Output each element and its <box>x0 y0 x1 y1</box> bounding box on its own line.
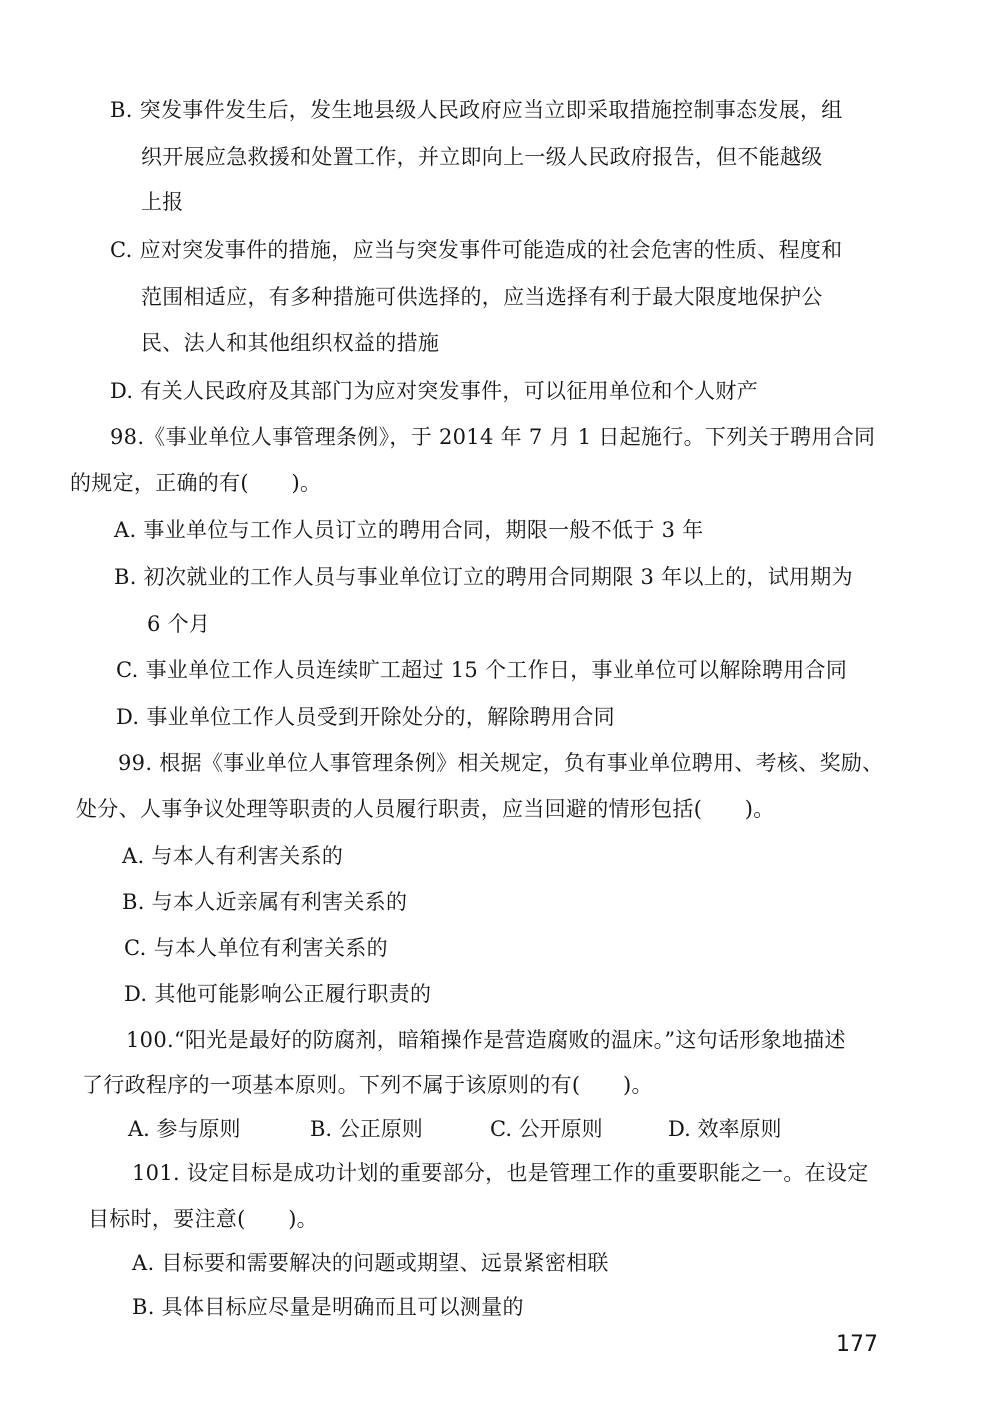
q99-option-b: B. 与本人近亲属有利害关系的 <box>122 890 408 914</box>
q97-option-c-line2: 范围相适应，有多种措施可供选择的，应当选择有利于最大限度地保护公 <box>141 285 823 309</box>
q101-stem-line2: 目标时，要注意( )。 <box>88 1207 318 1231</box>
q100-stem-line1: 100.“阳光是最好的防腐剂，暗箱操作是营造腐败的温床。”这句话形象地描述 <box>126 1028 846 1052</box>
q98-option-c: C. 事业单位工作人员连续旷工超过 15 个工作日，事业单位可以解除聘用合同 <box>116 658 848 682</box>
q97-option-d: D. 有关人民政府及其部门为应对突发事件，可以征用单位和个人财产 <box>110 379 759 403</box>
q99-stem-line1: 99. 根据《事业单位人事管理条例》相关规定，负有事业单位聘用、考核、奖励、 <box>118 751 884 775</box>
q99-stem-line2: 处分、人事争议处理等职责的人员履行职责，应当回避的情形包括( )。 <box>76 797 775 821</box>
q99-option-a: A. 与本人有利害关系的 <box>122 844 344 868</box>
q97-option-b-line3: 上报 <box>141 190 184 214</box>
q99-option-c: C. 与本人单位有利害关系的 <box>124 936 388 960</box>
q100-option-b: B. 公正原则 <box>310 1117 423 1141</box>
q97-option-c-line1: C. 应对突发事件的措施，应当与突发事件可能造成的社会危害的性质、程度和 <box>110 238 843 262</box>
q97-option-c-line3: 民、法人和其他组织权益的措施 <box>141 331 440 355</box>
q100-options-row <box>128 1114 828 1144</box>
q99-option-d: D. 其他可能影响公正履行职责的 <box>124 982 432 1006</box>
q100-option-c: C. 公开原则 <box>490 1117 603 1141</box>
q100-option-d: D. 效率原则 <box>668 1117 782 1141</box>
q101-stem-line1: 101. 设定目标是成功计划的重要部分，也是管理工作的重要职能之一。在设定 <box>132 1161 869 1185</box>
q101-option-b: B. 具体目标应尽量是明确而且可以测量的 <box>132 1295 524 1319</box>
q97-option-b-line1: B. 突发事件发生后，发生地县级人民政府应当立即采取措施控制事态发展，组 <box>110 98 843 122</box>
q100-stem-line2: 了行政程序的一项基本原则。下列不属于该原则的有( )。 <box>82 1073 653 1097</box>
q98-option-b-line2: 6 个月 <box>147 612 211 636</box>
q97-option-b-line2: 织开展应急救援和处置工作，并立即向上一级人民政府报告，但不能越级 <box>141 145 823 169</box>
q101-option-a: A. 目标要和需要解决的问题或期望、远景紧密相联 <box>132 1251 609 1275</box>
q98-option-a: A. 事业单位与工作人员订立的聘用合同，期限一般不低于 3 年 <box>114 518 704 542</box>
q98-option-d: D. 事业单位工作人员受到开除处分的，解除聘用合同 <box>116 705 615 729</box>
q98-option-b-line1: B. 初次就业的工作人员与事业单位订立的聘用合同期限 3 年以上的，试用期为 <box>114 565 853 589</box>
q100-option-a: A. 参与原则 <box>128 1117 241 1141</box>
q98-stem-line1: 98.《事业单位人事管理条例》，于 2014 年 7 月 1 日起施行。下列关于聘用合同 <box>110 425 876 449</box>
q98-stem-line2: 的规定，正确的有( )。 <box>70 471 322 495</box>
page-number: 177 <box>836 1332 878 1357</box>
